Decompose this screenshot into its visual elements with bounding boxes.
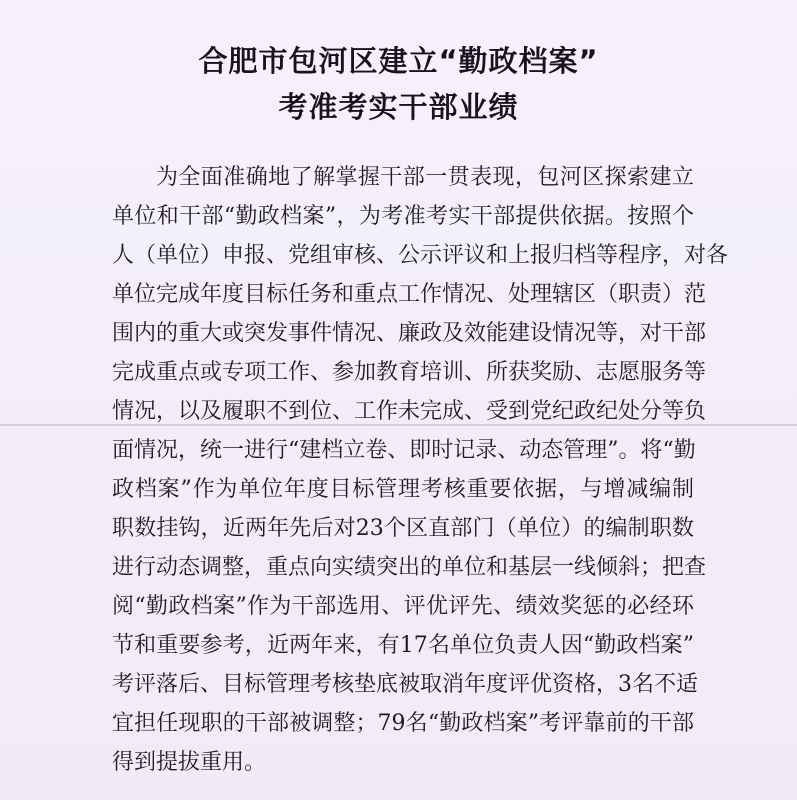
body-line-10: 职数挂钩，近两年先后对23个区直部门（单位）的编制职数 [112,516,694,541]
body-line-4: 单位完成年度目标任务和重点工作情况、处理辖区（职责）范 [112,282,707,307]
body-line-16: 得到提拔重用。 [112,750,267,775]
body-line-12: 阅“勤政档案”作为干部选用、评优评先、绩效奖惩的必经环 [112,594,694,619]
article-body [112,158,729,782]
body-line-3: 人（单位）申报、党组审核、公示评议和上报归档等程序，对各 [112,243,729,268]
body-line-2: 单位和干部“勤政档案”，为考准考实干部提供依据。按照个 [112,204,694,229]
body-line-1: 为全面准确地了解掌握干部一贯表现，包河区探索建立 [156,165,694,190]
body-line-13: 节和重要参考，近两年来，有17名单位负责人因“勤政档案” [112,633,694,658]
body-line-11: 进行动态调整，重点向实绩突出的单位和基层一线倾斜；把查 [112,555,707,580]
body-line-7: 情况，以及履职不到位、工作未完成、受到党纪政纪处分等负 [112,399,707,424]
title-line-1: 合肥市包河区建立“勤政档案” [198,44,599,78]
body-line-8: 面情况，统一进行“建档立卷、即时记录、动态管理”。将“勤 [112,438,696,463]
body-line-15: 宜担任现职的干部被调整；79名“勤政档案”考评靠前的干部 [112,711,694,736]
body-line-6: 完成重点或专项工作、参加教育培训、所获奖励、志愿服务等 [112,360,707,385]
body-line-5: 围内的重大或突发事件情况、廉政及效能建设情况等，对干部 [112,321,707,346]
body-line-9: 政档案”作为单位年度目标管理考核重要依据，与增减编制 [112,477,694,502]
article-title [0,38,797,130]
body-line-14: 考评落后、目标管理考核垫底被取消年度评优资格，3名不适 [112,672,698,697]
title-line-2: 考准考实干部业绩 [278,90,519,124]
